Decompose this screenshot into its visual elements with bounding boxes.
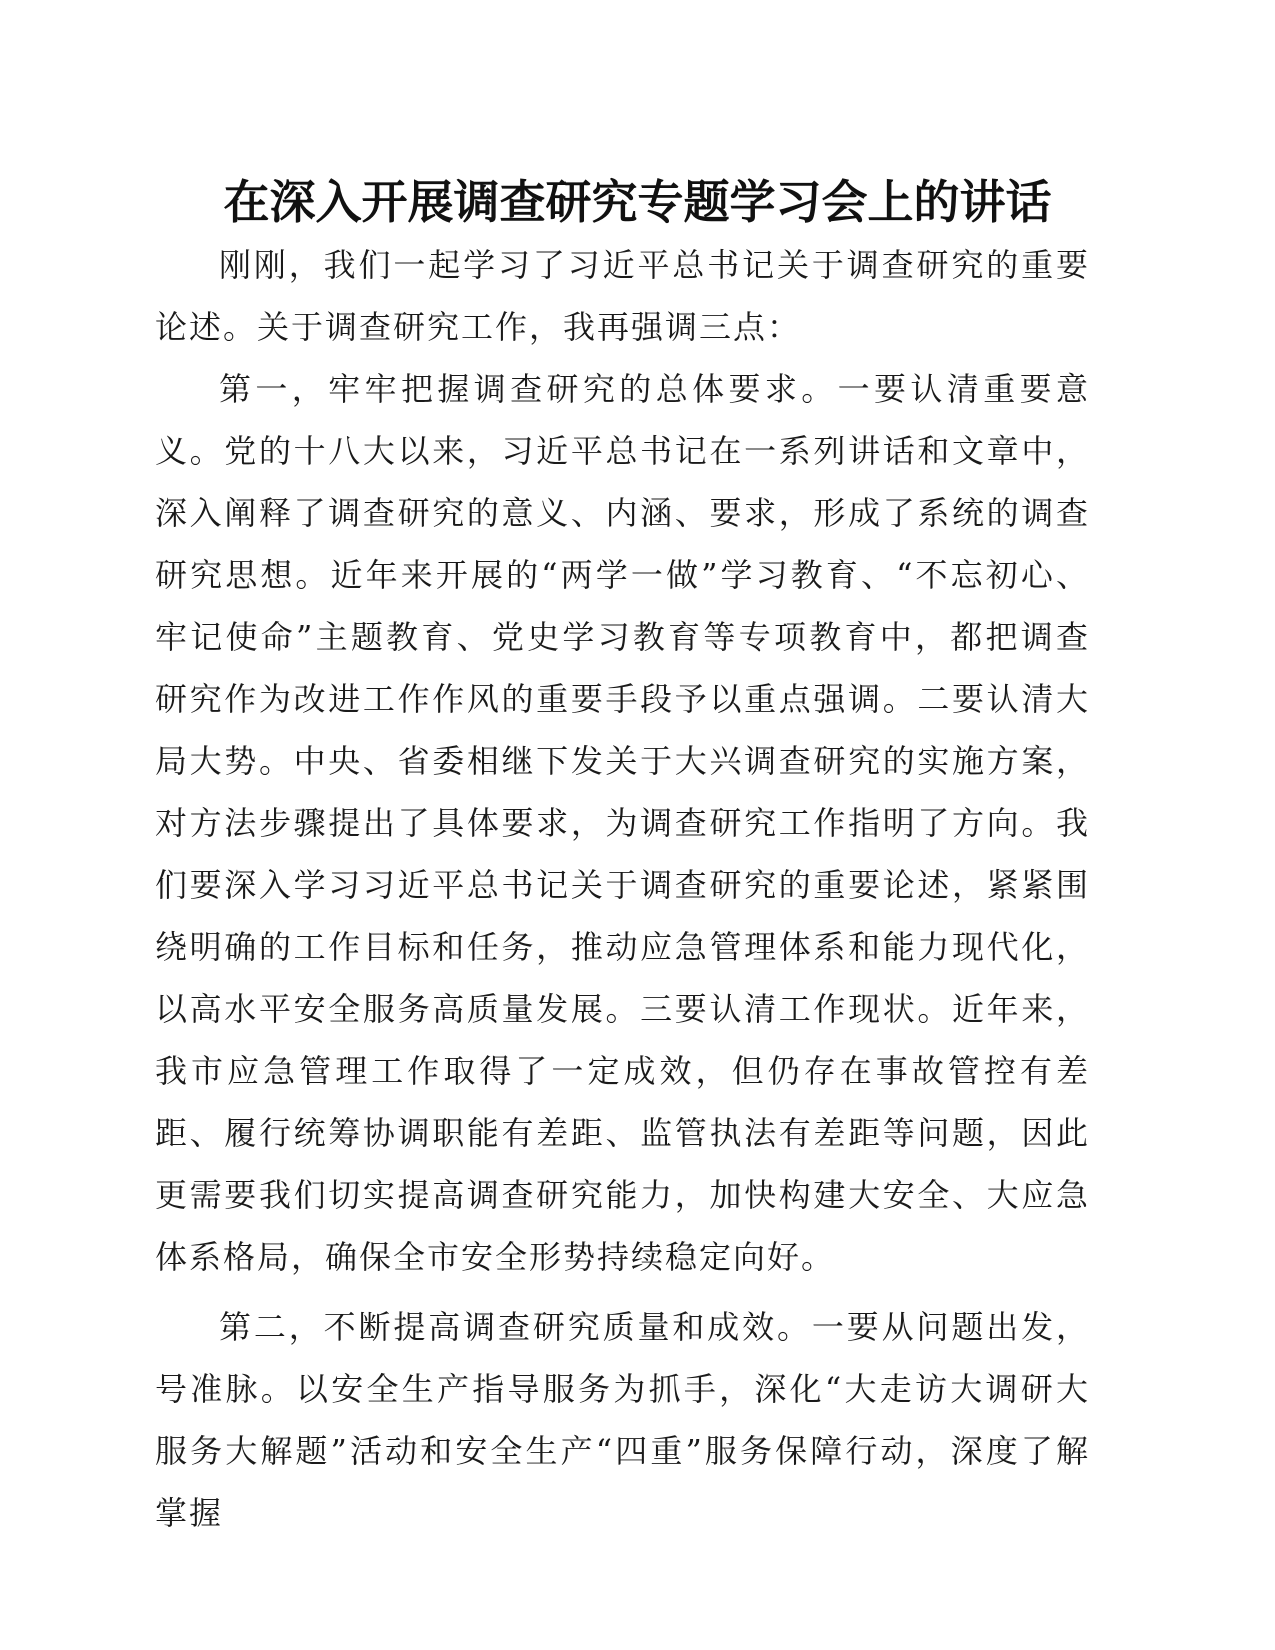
paragraph-point-one: 第一，牢牢把握调查研究的总体要求。一要认清重要意义。党的十八大以来，习近平总书记在一系列讲话和文章中，深入阐释了调查研究的意义、内涵、要求，形成了系统的调查研究思想。近年来开展的“两学一做”学习教育、“不忘初心、牢记使命”主题教育、党史学习教育等专项教育中，都把调查研究作为改进工作作风的重要手段予以重点强调。二要认清大局大势。中央、省委相继下发关于大兴调查研究的实施方案，对方法步骤提出了具体要求，为调查研究工作指明了方向。我们要深入学习习近平总书记关于调查研究的重要论述，紧紧围绕明确的工作目标和任务，推动应急管理体系和能力现代化，以高水平安全服务高质量发展。三要认清工作现状。近年来，我市应急管理工作取得了一定成效，但仍存在事故管控有差距、履行统筹协调职能有差距、监管执法有差距等问题，因此更需要我们切实提高调查研究能力，加快构建大安全、大应急体系格局，确保全市安全形势持续稳定向好。 <box>155 370 1090 1276</box>
document-title: 在深入开展调查研究专题学习会上的讲话 <box>223 175 1052 229</box>
document-body <box>155 234 1090 1544</box>
paragraph-point-two: 第二，不断提高调查研究质量和成效。一要从问题出发，号准脉。以安全生产指导服务为抓手，深化“大走访大调研大服务大解题”活动和安全生产“四重”服务保障行动，深度了解掌握 <box>155 1308 1090 1532</box>
paragraph-intro: 刚刚，我们一起学习了习近平总书记关于调查研究的重要论述。关于调查研究工作，我再强调三点： <box>155 246 1090 346</box>
